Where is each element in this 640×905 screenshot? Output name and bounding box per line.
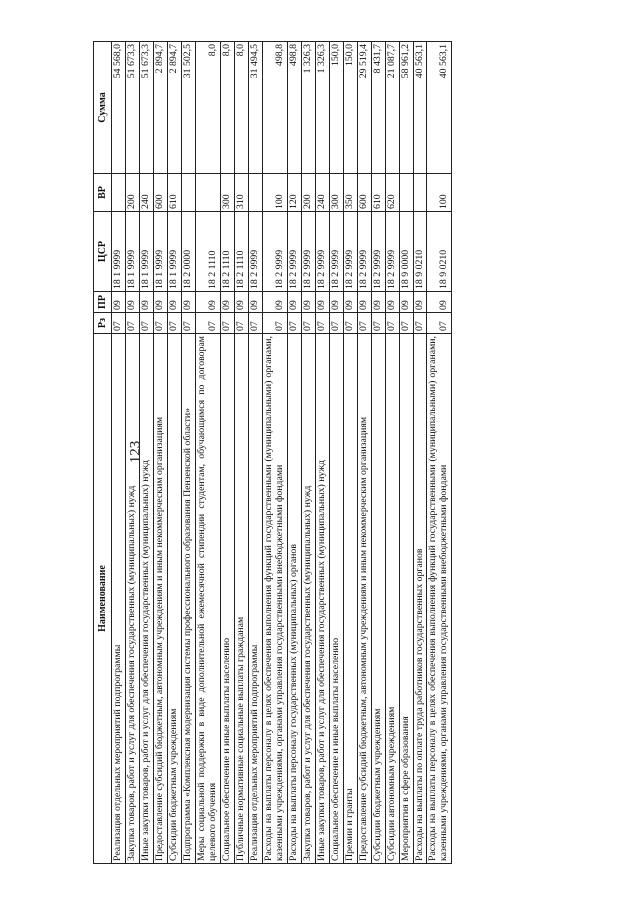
row-csr: 18 2 9999	[301, 212, 315, 292]
row-sum: 498,8	[262, 42, 287, 174]
row-name: Субсидии бюджетным учреждениям	[371, 334, 385, 864]
row-name: Закупка товаров, работ и услуг для обеспечения государственных (муниципальных) нужд	[126, 334, 140, 864]
row-vr: 610	[371, 174, 385, 212]
row-vr: 300	[220, 174, 234, 212]
row-csr: 18 2 1110	[220, 212, 234, 292]
row-sum: 21 087,7	[385, 42, 399, 174]
table-row	[140, 42, 154, 864]
row-sum: 8,0	[196, 42, 221, 174]
row-pr: 09	[357, 292, 371, 313]
row-csr: 18 2 1110	[196, 212, 221, 292]
row-rz: 07	[112, 313, 126, 334]
table-row	[154, 42, 168, 864]
row-sum: 58 961,2	[399, 42, 413, 174]
row-name: Премии и гранты	[343, 334, 357, 864]
row-sum: 1 326,3	[301, 42, 315, 174]
row-vr: 120	[287, 174, 301, 212]
row-rz: 07	[399, 313, 413, 334]
row-pr: 09	[234, 292, 248, 313]
row-csr: 18 2 9999	[357, 212, 371, 292]
row-vr: 100	[262, 174, 287, 212]
row-pr: 09	[413, 292, 427, 313]
table-row	[126, 42, 140, 864]
header-pr: ПР	[94, 292, 112, 313]
row-sum: 51 673,3	[126, 42, 140, 174]
row-csr: 18 2 9999	[315, 212, 329, 292]
header-csr: ЦСР	[94, 212, 112, 292]
table-row	[196, 42, 221, 864]
row-csr: 18 1 9999	[126, 212, 140, 292]
row-vr: 600	[357, 174, 371, 212]
row-rz: 07	[385, 313, 399, 334]
table-row	[413, 42, 427, 864]
row-name: Предоставление субсидий бюджетным, автономным учреждениям и иным некоммерческим организациям	[357, 334, 371, 864]
row-rz: 07	[329, 313, 343, 334]
row-name: Субсидии автономным учреждениям	[385, 334, 399, 864]
row-sum: 1 326,3	[315, 42, 329, 174]
row-sum: 8 431,7	[371, 42, 385, 174]
table-row	[357, 42, 371, 864]
row-rz: 07	[168, 313, 182, 334]
row-rz: 07	[287, 313, 301, 334]
row-rz: 07	[413, 313, 427, 334]
row-csr: 18 2 9999	[385, 212, 399, 292]
row-csr: 18 1 9999	[168, 212, 182, 292]
row-pr: 09	[196, 292, 221, 313]
row-name: Иные закупки товаров, работ и услуг для обеспечения государственных (муниципальных) нужд	[140, 334, 154, 864]
row-pr: 09	[287, 292, 301, 313]
table-row	[315, 42, 329, 864]
row-rz: 07	[262, 313, 287, 334]
table-header-row	[94, 42, 112, 864]
row-rz: 07	[126, 313, 140, 334]
table-row	[343, 42, 357, 864]
row-vr	[182, 174, 196, 212]
rotated-page	[93, 0, 555, 905]
row-pr: 09	[301, 292, 315, 313]
row-csr: 18 2 9999	[287, 212, 301, 292]
row-sum: 31 494,5	[248, 42, 262, 174]
row-rz: 07	[315, 313, 329, 334]
row-pr: 09	[262, 292, 287, 313]
row-vr: 240	[315, 174, 329, 212]
row-pr: 09	[371, 292, 385, 313]
row-rz: 07	[196, 313, 221, 334]
row-csr: 18 2 9999	[371, 212, 385, 292]
row-name: Расходы на выплаты персоналу в целях обеспечения выполнения функций государственными (муниципальными) органами, казенными учреждениями, органами управления государственными внебюджетными фондами	[427, 334, 452, 864]
row-name: Подпрограмма «Комплексная модернизация системы профессионального образования Пензенской области»	[182, 334, 196, 864]
row-csr: 18 2 9999	[329, 212, 343, 292]
row-name: Социальное обеспечение и иные выплаты населению	[329, 334, 343, 864]
row-rz: 07	[343, 313, 357, 334]
table-row	[371, 42, 385, 864]
row-sum: 150,0	[329, 42, 343, 174]
row-name: Реализация отдельных мероприятий подпрограммы	[112, 334, 126, 864]
row-sum: 150,0	[343, 42, 357, 174]
budget-table	[93, 41, 452, 864]
row-csr: 18 9 0210	[413, 212, 427, 292]
row-csr: 18 2 9999	[343, 212, 357, 292]
row-pr: 09	[315, 292, 329, 313]
row-rz: 07	[301, 313, 315, 334]
row-sum: 54 568,0	[112, 42, 126, 174]
row-csr: 18 2 9999	[262, 212, 287, 292]
row-name: Иные закупки товаров, работ и услуг для обеспечения государственных (муниципальных) нужд	[315, 334, 329, 864]
table-row	[427, 42, 452, 864]
row-rz: 07	[182, 313, 196, 334]
row-name: Социальное обеспечение и иные выплаты населению	[220, 334, 234, 864]
row-pr: 09	[126, 292, 140, 313]
table-row	[262, 42, 287, 864]
row-vr: 200	[301, 174, 315, 212]
row-pr: 09	[248, 292, 262, 313]
row-vr: 610	[168, 174, 182, 212]
row-pr: 09	[168, 292, 182, 313]
row-sum: 51 673,3	[140, 42, 154, 174]
row-name: Меры социальной поддержки в виде дополнительной ежемесячной стипендии студентам, обучающимся по договорам целевого обучения	[196, 334, 221, 864]
row-vr: 600	[154, 174, 168, 212]
row-vr	[112, 174, 126, 212]
header-sum: Сумма	[94, 42, 112, 174]
row-rz: 07	[371, 313, 385, 334]
row-name: Реализация отдельных мероприятий подпрограммы	[248, 334, 262, 864]
row-vr: 200	[126, 174, 140, 212]
row-csr: 18 1 9999	[154, 212, 168, 292]
row-sum: 498,8	[287, 42, 301, 174]
row-vr: 350	[343, 174, 357, 212]
row-vr: 100	[427, 174, 452, 212]
table-row	[220, 42, 234, 864]
page-number: 123	[127, 440, 144, 464]
row-name: Закупка товаров, работ и услуг для обеспечения государственных (муниципальных) нужд	[301, 334, 315, 864]
row-pr: 09	[220, 292, 234, 313]
row-csr: 18 2 0000	[182, 212, 196, 292]
table-row	[399, 42, 413, 864]
row-sum: 8,0	[234, 42, 248, 174]
row-name: Публичные нормативные социальные выплаты гражданам	[234, 334, 248, 864]
row-name: Предоставление субсидий бюджетным, автономным учреждениям и иным некоммерческим организациям	[154, 334, 168, 864]
table-row	[234, 42, 248, 864]
row-pr: 09	[427, 292, 452, 313]
row-rz: 07	[154, 313, 168, 334]
row-rz: 07	[234, 313, 248, 334]
table-row	[301, 42, 315, 864]
row-sum: 40 563,1	[413, 42, 427, 174]
row-name: Расходы на выплаты персоналу государственных (муниципальных) органов	[287, 334, 301, 864]
row-csr: 18 2 1110	[234, 212, 248, 292]
row-rz: 07	[140, 313, 154, 334]
row-vr	[399, 174, 413, 212]
row-name: Субсидии бюджетным учреждениям	[168, 334, 182, 864]
row-name: Мероприятия в сфере образования	[399, 334, 413, 864]
row-pr: 09	[154, 292, 168, 313]
header-vr: ВР	[94, 174, 112, 212]
table-row	[329, 42, 343, 864]
table-row	[248, 42, 262, 864]
row-rz: 07	[427, 313, 452, 334]
row-rz: 07	[220, 313, 234, 334]
table-row	[385, 42, 399, 864]
table-row	[168, 42, 182, 864]
row-name: Расходы на выплаты по оплате труда работников государственных органов	[413, 334, 427, 864]
row-sum: 40 563,1	[427, 42, 452, 174]
row-pr: 09	[112, 292, 126, 313]
row-sum: 8,0	[220, 42, 234, 174]
header-name: Наименование	[94, 334, 112, 864]
table-row	[112, 42, 126, 864]
row-vr	[196, 174, 221, 212]
row-csr: 18 9 0000	[399, 212, 413, 292]
row-pr: 09	[385, 292, 399, 313]
row-vr	[248, 174, 262, 212]
row-name: Расходы на выплаты персоналу в целях обеспечения выполнения функций государственными (муниципальными) органами, казенными учреждениями, органами управления государственными внебюджетными фондами	[262, 334, 287, 864]
row-vr	[413, 174, 427, 212]
row-csr: 18 9 0210	[427, 212, 452, 292]
row-vr: 300	[329, 174, 343, 212]
row-sum: 29 519,4	[357, 42, 371, 174]
row-vr: 310	[234, 174, 248, 212]
row-csr: 18 1 9999	[112, 212, 126, 292]
table-row	[287, 42, 301, 864]
row-rz: 07	[248, 313, 262, 334]
row-sum: 31 502,5	[182, 42, 196, 174]
row-vr: 240	[140, 174, 154, 212]
row-sum: 2 894,7	[154, 42, 168, 174]
row-rz: 07	[357, 313, 371, 334]
row-sum: 2 894,7	[168, 42, 182, 174]
header-rz: Рз	[94, 313, 112, 334]
row-pr: 09	[343, 292, 357, 313]
row-csr: 18 1 9999	[140, 212, 154, 292]
row-csr: 18 2 9999	[248, 212, 262, 292]
table-row	[182, 42, 196, 864]
row-pr: 09	[140, 292, 154, 313]
row-vr: 620	[385, 174, 399, 212]
row-pr: 09	[329, 292, 343, 313]
row-pr: 09	[399, 292, 413, 313]
row-pr: 09	[182, 292, 196, 313]
